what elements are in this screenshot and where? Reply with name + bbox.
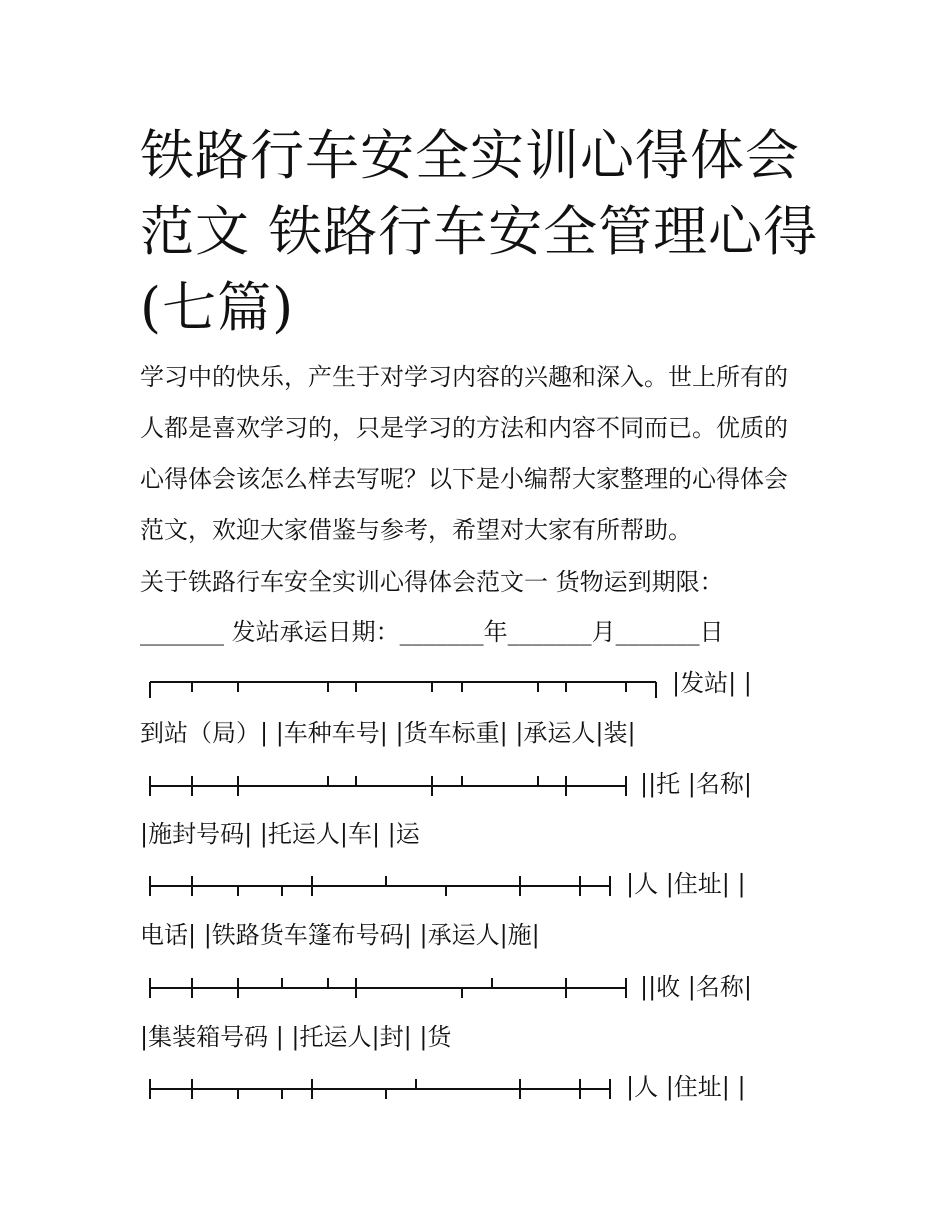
form-row-tail: |发站| |: [672, 669, 752, 697]
date-line: _______ 发站承运日期：_______年_______月_______日: [140, 618, 724, 646]
form-row-tail: |人 |住址| |: [626, 1073, 746, 1101]
section-heading: 关于铁路行车安全实训心得体会范文一 货物运到期限：: [140, 568, 724, 596]
table-rule: [148, 1077, 628, 1103]
table-rule: [148, 678, 668, 700]
intro-line: 范文，欢迎大家借鉴与参考，希望对大家有所帮助。: [140, 516, 692, 544]
intro-line: 学习中的快乐，产生于对学习内容的兴趣和深入。世上所有的: [140, 363, 788, 391]
form-row: |集装箱号码 | |托运人|封| |货: [140, 1023, 452, 1051]
document-title: 铁路行车安全实训心得体会范文 铁路行车安全管理心得(七篇): [140, 124, 819, 339]
intro-line: 人都是喜欢学习的，只是学习的方法和内容不同而已。优质的: [140, 414, 788, 442]
intro-line: 心得体会该怎么样去写呢？以下是小编帮大家整理的心得体会: [140, 465, 788, 493]
form-row: 到站（局）| |车种车号| |货车标重| |承运人|装|: [140, 719, 636, 747]
table-rule: [148, 874, 628, 900]
table-rule: [148, 976, 638, 1000]
table-rule: [148, 774, 638, 798]
intro-paragraph: [140, 352, 830, 556]
form-row-tail: ||收 |名称|: [640, 973, 752, 1001]
form-row: |施封号码| |托运人|车| |运: [140, 820, 420, 848]
form-row-tail: ||托 |名称|: [640, 770, 752, 798]
form-row-tail: |人 |住址| |: [626, 870, 746, 898]
form-row: 电话| |铁路货车篷布号码| |承运人|施|: [140, 921, 540, 949]
